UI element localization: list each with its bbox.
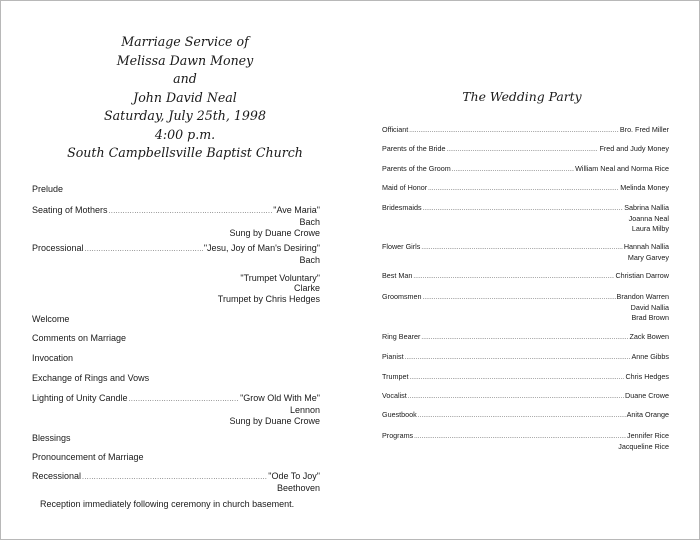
program-item — [32, 184, 320, 194]
program-item — [32, 393, 320, 426]
party-member-row — [382, 372, 669, 383]
party-member-row — [382, 125, 669, 136]
party-role: Pianist — [382, 352, 404, 361]
program-item-detail: Sung by Duane Crowe — [229, 415, 320, 426]
party-role: Ring Bearer — [382, 332, 421, 341]
party-name: Chris Hedges — [625, 372, 669, 381]
party-name: Mary Garvey — [627, 253, 669, 263]
program-item-detail: Clarke — [293, 283, 320, 294]
program-item-label: Invocation — [32, 353, 74, 363]
program-item-label: Exchange of Rings and Vows — [32, 373, 150, 383]
dot-leader — [452, 166, 574, 175]
dot-leader — [428, 185, 619, 194]
party-role: Guestbook — [382, 410, 417, 419]
program-item — [32, 314, 320, 324]
dot-leader — [129, 395, 240, 405]
dot-leader — [85, 245, 203, 255]
dot-leader — [410, 374, 625, 383]
party-name: David Nallia — [630, 303, 669, 313]
party-member-row — [382, 144, 669, 155]
program-item — [32, 243, 320, 266]
program-item-piece: "Ave Maria" — [273, 205, 320, 215]
program-item — [32, 333, 320, 343]
program-item-piece: "Ode To Joy" — [268, 471, 320, 481]
party-name: Anita Orange — [626, 410, 669, 419]
reception-note: Reception immediately following ceremony in church basement. — [40, 499, 295, 509]
party-name: Jennifer Rice — [627, 431, 669, 440]
party-member-row — [382, 352, 669, 363]
title-line: Marriage Service of — [121, 34, 249, 49]
dot-leader — [408, 393, 624, 402]
program-item-label: Welcome — [32, 314, 70, 324]
party-name: Brad Brown — [631, 312, 669, 322]
party-name: Jacqueline Rice — [618, 442, 669, 452]
program-item-detail: Beethoven — [276, 483, 320, 494]
dot-leader — [82, 473, 267, 483]
program-item — [32, 273, 320, 304]
program-item-piece: "Grow Old With Me" — [240, 393, 320, 403]
party-role: Bridesmaids — [382, 203, 422, 212]
party-member-row — [382, 164, 669, 175]
party-role: Trumpet — [382, 372, 409, 381]
party-role: Officiant — [382, 125, 409, 134]
dot-leader — [423, 205, 624, 214]
program-item-detail: Lennon — [289, 405, 320, 416]
program-item-detail: Sung by Duane Crowe — [229, 227, 320, 238]
party-name: Joanna Neal — [628, 214, 669, 224]
title-line: Melissa Dawn Money — [116, 52, 254, 68]
party-name: Duane Crowe — [625, 391, 669, 400]
dot-leader — [447, 146, 599, 155]
party-name: Anne Gibbs — [631, 352, 669, 361]
program-item-label: Recessional — [32, 471, 82, 481]
party-role: Programs — [382, 431, 414, 440]
party-role: Parents of the Groom — [382, 164, 451, 173]
dot-leader — [421, 244, 623, 253]
title-line: South Campbellsville Baptist Church — [67, 145, 303, 160]
party-member-row — [382, 242, 669, 263]
party-role: Vocalist — [382, 391, 407, 400]
program-item-detail: Trumpet by Chris Hedges — [217, 293, 320, 304]
party-member-row — [382, 292, 669, 322]
party-member-row — [382, 183, 669, 194]
program-item-label: Lighting of Unity Candle — [32, 393, 128, 403]
party-role: Flower Girls — [382, 242, 421, 251]
title-line: and — [173, 71, 197, 86]
party-role: Maid of Honor — [382, 183, 428, 192]
party-member-row — [382, 332, 669, 343]
program-item — [32, 353, 320, 363]
program-item — [32, 471, 320, 494]
party-member-row — [382, 410, 669, 421]
party-name: Hannah Nallia — [623, 242, 669, 251]
wedding-party-title: The Wedding Party — [462, 89, 582, 104]
title-line: John David Neal — [133, 89, 237, 105]
dot-leader — [418, 412, 626, 421]
party-name: Zack Bowen — [629, 332, 669, 341]
program-item-label: Pronouncement of Marriage — [32, 452, 144, 462]
program-item-label: Comments on Marriage — [32, 333, 127, 343]
party-name: Fred and Judy Money — [599, 144, 669, 153]
party-role: Groomsmen — [382, 292, 422, 301]
party-name: Laura Milby — [631, 223, 669, 233]
party-role: Best Man — [382, 271, 413, 280]
program-item — [32, 205, 320, 238]
title-line: Saturday, July 25th, 1998 — [104, 108, 266, 123]
party-name: Christian Darrow — [615, 271, 669, 280]
party-member-row — [382, 391, 669, 402]
program-item-label: Blessings — [32, 433, 71, 443]
party-name: Sabrina Nallia — [624, 203, 669, 212]
party-member-row — [382, 271, 669, 282]
title-line: 4:00 p.m. — [154, 126, 216, 142]
party-name: Brandon Warren — [616, 292, 669, 301]
party-name: Melinda Money — [620, 183, 669, 192]
dot-leader — [409, 127, 619, 136]
program-item — [32, 373, 320, 383]
program-item-detail: Bach — [299, 255, 320, 266]
party-role: Parents of the Bride — [382, 144, 446, 153]
program-item-label: Prelude — [32, 184, 64, 194]
party-name: William Neal and Norma Rice — [575, 164, 669, 173]
dot-leader — [413, 273, 614, 282]
dot-leader — [421, 334, 628, 343]
dot-leader — [109, 207, 273, 217]
program-item-piece: "Jesu, Joy of Man's Desiring" — [203, 243, 320, 253]
dot-leader — [414, 433, 626, 442]
party-member-row — [382, 203, 669, 233]
program-item-detail: "Trumpet Voluntary" — [240, 273, 320, 283]
dot-leader — [423, 294, 616, 303]
dot-leader — [405, 354, 631, 363]
party-name: Bro. Fred Miller — [619, 125, 669, 134]
program-item-label: Seating of Mothers — [32, 205, 108, 215]
program-item-label: Processional — [32, 243, 84, 253]
program-item — [32, 452, 320, 462]
program-item-detail: Bach — [299, 217, 320, 228]
program-item — [32, 433, 320, 443]
ceremony-title — [40, 33, 330, 163]
party-member-row — [382, 431, 669, 452]
